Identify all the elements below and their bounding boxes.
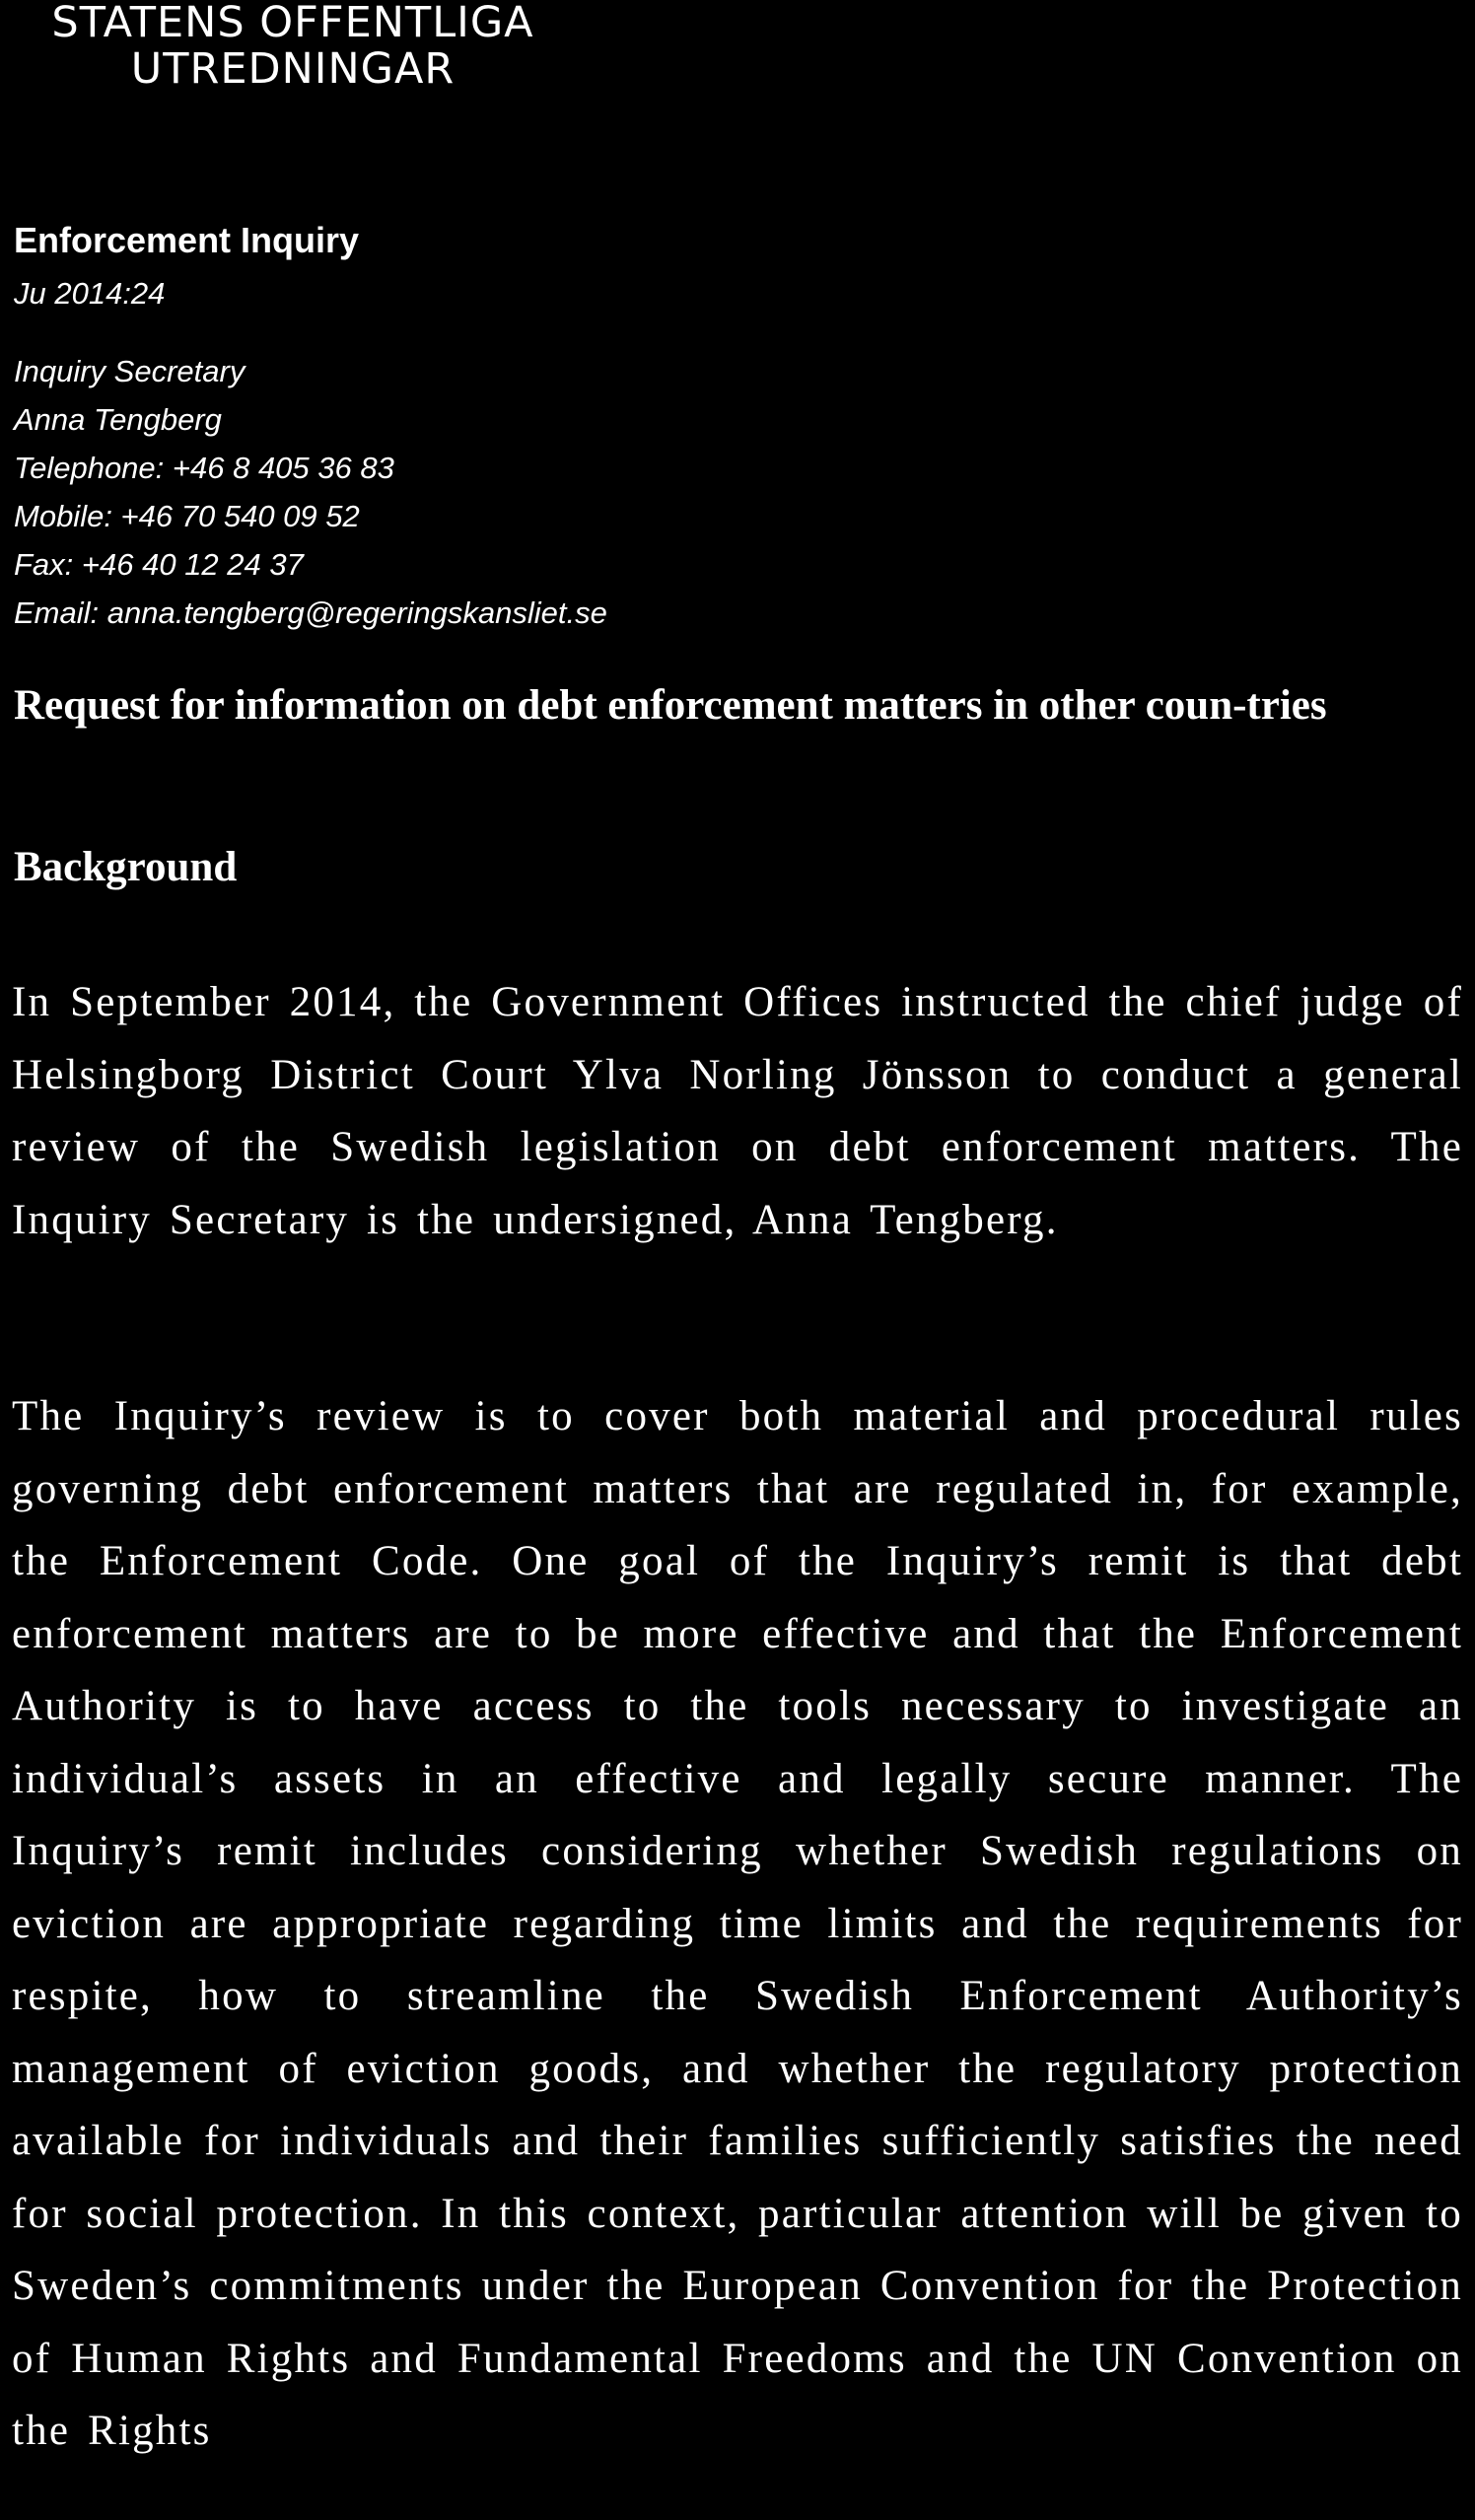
document-title: Request for information on debt enforcement matters in other coun-tries bbox=[14, 682, 1327, 729]
agency-name-line-2: UTREDNINGAR bbox=[130, 44, 456, 94]
body-paragraph-1: In September 2014, the Government Offices instructed the chief judge of Helsingborg District Court Ylva Norling Jönsson to conduct a general review of the Swedish legislation on debt enforcement matters. The Inquiry Secretary is the undersigned, Anna Tengberg. bbox=[12, 979, 1463, 1243]
contact-block bbox=[14, 347, 607, 637]
contact-fax: Fax: +46 40 12 24 37 bbox=[14, 547, 304, 582]
contact-telephone: Telephone: +46 8 405 36 83 bbox=[14, 451, 394, 485]
contact-role: Inquiry Secretary bbox=[14, 354, 246, 388]
agency-name-line-1: STATENS OFFENTLIGA bbox=[51, 0, 534, 47]
agency-logo bbox=[12, 0, 574, 93]
inquiry-name: Enforcement Inquiry bbox=[14, 220, 360, 260]
contact-person: Anna Tengberg bbox=[14, 402, 222, 437]
body-paragraph-2: The Inquiry’s review is to cover both material and procedural rules governing debt enforcement matters that are regulated in, for example, the Enforcement Code. One goal of the Inquiry’s remit is that debt enforcement matters are to be more effective and that the Enforcement Authority is to have access to the tools necessary to investigate an individual’s assets in an effective and legally secure manner. The Inquiry’s remit includes considering whether Swedish regulations on eviction are appropriate regarding time limits and the requirements for respite, how to streamline the Swedish Enforcement Authority’s management of eviction goods, and whether the regulatory protection available for individuals and their families sufficiently satisfies the need for social protection. In this context, particular attention will be given to Sweden’s commitments under the European Convention for the Protection of Human Rights and Fundamental Freedoms and the UN Convention on the Rights bbox=[12, 1393, 1463, 2454]
inquiry-reference: Ju 2014:24 bbox=[14, 276, 166, 311]
contact-mobile: Mobile: +46 70 540 09 52 bbox=[14, 499, 360, 533]
contact-email: Email: anna.tengberg@regeringskansliet.se bbox=[14, 595, 607, 630]
section-heading: Background bbox=[14, 844, 238, 890]
